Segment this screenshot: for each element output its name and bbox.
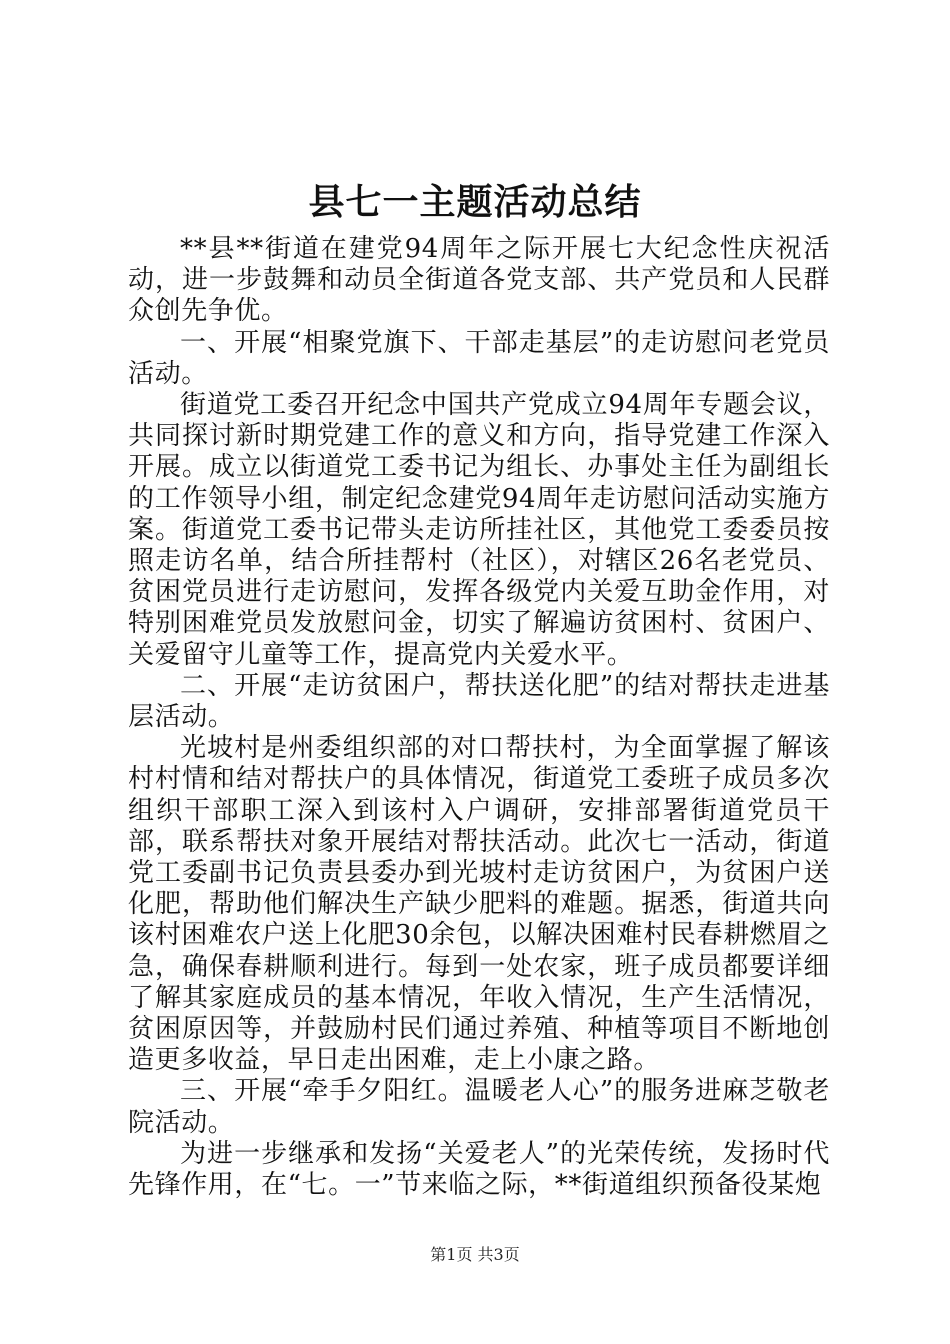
section-2-paragraph: 光坡村是州委组织部的对口帮扶村，为全面掌握了解该村村情和结对帮扶户的具体情况，街道党工委班子成员多次组织干部职工深入到该村入户调研，安排部署街道党员干部，联系帮扶对象开展结对帮扶活动。此次七一活动，街道党工委副书记负责县委办到光坡村走访贫困户，为贫困户送化肥，帮助他们解决生产缺少肥料的难题。据悉，街道共向该村困难农户送上化肥30余包，以解决困难村民春耕燃眉之急，确保春耕顺利进行。每到一处农家，班子成员都要详细了解其家庭成员的基本情况，年收入情况，生产生活情况，贫困原因等，并鼓励村民们通过养殖、种植等项目不断地创造更多收益，早日走出困难，走上小康之路。 <box>128 733 830 1076</box>
section-3-paragraph: 为进一步继承和发扬“关爱老人”的光荣传统，发扬时代先锋作用，在“七。一”节来临之际，**街道组织预备役某炮 <box>128 1138 830 1201</box>
section-1-heading: 一、开展“相聚党旗下、干部走基层”的走访慰问老党员活动。 <box>128 327 830 389</box>
page-number-footer: 第1页 共3页 <box>430 1245 520 1264</box>
section-2-heading: 二、开展“走访贫困户，帮扶送化肥”的结对帮扶走进基层活动。 <box>128 670 830 733</box>
section-3-heading: 三、开展“牵手夕阳红。温暖老人心”的服务进麻芝敬老院活动。 <box>128 1076 830 1138</box>
section-1-paragraph: 街道党工委召开纪念中国共产党成立94周年专题会议，共同探讨新时期党建工作的意义和方向，指导党建工作深入开展。成立以街道党工委书记为组长、办事处主任为副组长的工作领导小组，制定纪念建党94周年走访慰问活动实施方案。街道党工委书记带头走访所挂社区，其他党工委委员按照走访名单，结合所挂帮村（社区），对辖区26名老党员、贫困党员进行走访慰问，发挥各级党内关爱互助金作用，对特别困难党员发放慰问金，切实了解遍访贫困村、贫困户、关爱留守儿童等工作，提高党内关爱水平。 <box>128 390 830 670</box>
intro-paragraph: **县**街道在建党94周年之际开展七大纪念性庆祝活动，进一步鼓舞和动员全街道各党支部、共产党员和人民群众创先争优。 <box>128 234 830 327</box>
document-title: 县七一主题活动总结 <box>308 181 642 223</box>
document-body <box>128 234 830 1201</box>
